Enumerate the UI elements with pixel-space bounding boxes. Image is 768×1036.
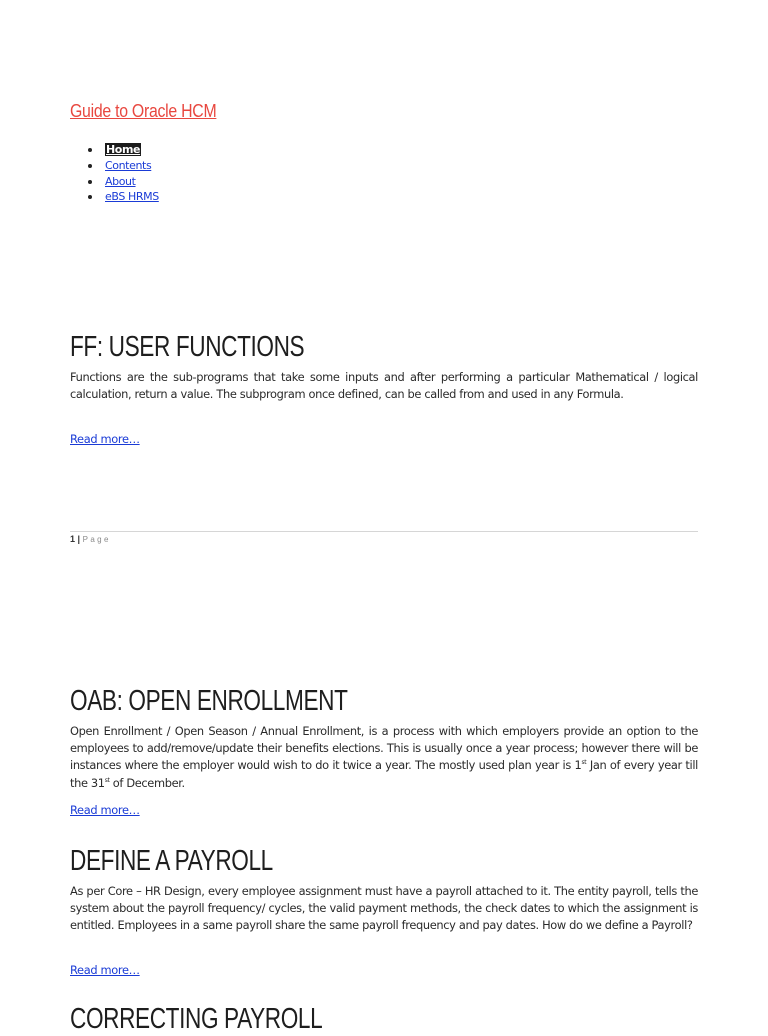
post-excerpt [70,723,698,792]
nav-link-ebs-hrms[interactable]: eBS HRMS [105,190,159,204]
nav-item-home [70,142,159,158]
nav-item-contents [70,158,159,174]
page-number: 1 [70,534,76,544]
nav-link-contents[interactable]: Contents [105,158,152,172]
post-title-oab-open-enrollment[interactable]: OAB: OPEN ENROLLMENT [70,685,348,717]
excerpt-text: Jan of every year till the 31 [70,758,698,790]
bullet-icon [88,180,92,184]
page-footer [70,533,111,546]
nav-item-ebs-hrms [70,189,159,205]
bullet-icon [88,164,92,168]
nav-link-about[interactable]: About [105,174,136,188]
nav-item-about [70,174,159,190]
site-title-link[interactable]: Guide to Oracle HCM [70,101,217,121]
page-divider [70,531,698,532]
post-excerpt: Functions are the sub-programs that take some inputs and after performing a particular Mathematical / logical calculation, return a value. The subprogram once defined, can be called from and used in any Formula. [70,370,698,402]
ordinal-suffix: st [104,776,110,784]
post-title-correcting-payroll[interactable]: CORRECTING PAYROLL [70,1003,323,1035]
bullet-icon [88,148,92,152]
bullet-icon [88,195,92,199]
read-more-link[interactable]: Read more… [70,963,140,977]
ordinal-suffix: st [581,759,587,767]
post-title-ff-user-functions[interactable]: FF: USER FUNCTIONS [70,331,305,363]
main-nav [70,142,159,205]
nav-link-home[interactable]: Home [106,143,141,156]
page-label: Page [82,535,111,544]
read-more-link[interactable]: Read more… [70,803,140,817]
read-more-link[interactable]: Read more… [70,432,140,446]
excerpt-text: Open Enrollment / Open Season / Annual Enrollment, is a process with which employers provide an option to the employees to add/remove/update their benefits elections. This is usually once a year process; however there will be instances where the employer would wish to do it twice a year. The mostly used plan year is 1 [70,724,698,773]
post-excerpt: As per Core – HR Design, every employee assignment must have a payroll attached to it. The entity payroll, tells the system about the payroll frequency/ cycles, the valid payment methods, the check dates to which the assignment is entitled. Employees in a same payroll share the same payroll frequency and pay dates. How do we define a Payroll? [70,884,698,933]
post-title-define-a-payroll[interactable]: DEFINE A PAYROLL [70,845,273,877]
page-separator: | [77,534,81,544]
excerpt-text: of December. [109,775,185,790]
